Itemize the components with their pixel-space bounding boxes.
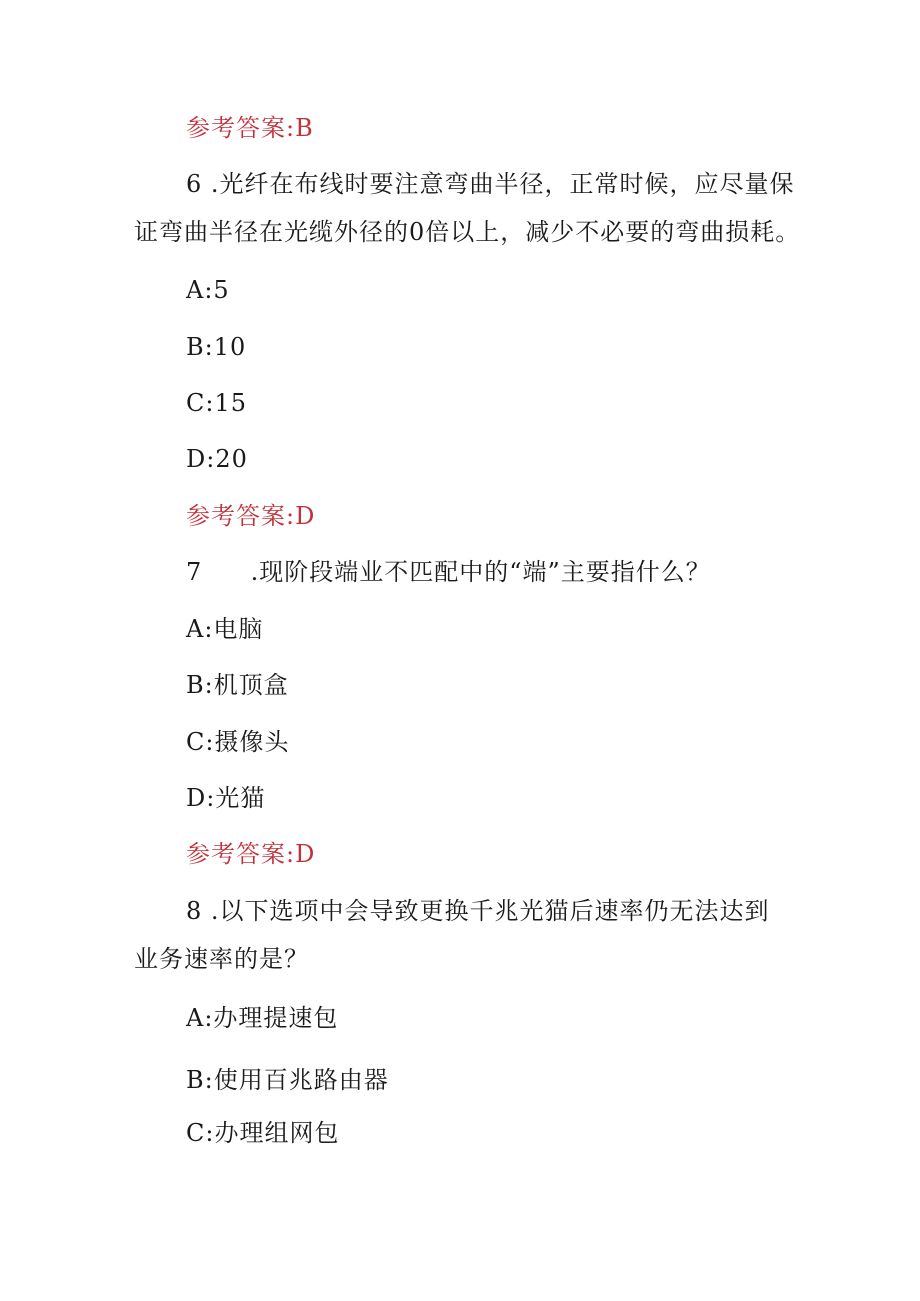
question-text: .现阶段端业不匹配中的“端”主要指什么？ bbox=[250, 558, 711, 586]
option-c: C:办理组网包 bbox=[186, 1119, 340, 1147]
option-a: A:办理提速包 bbox=[186, 1004, 339, 1032]
option-b: B:机顶盒 bbox=[186, 671, 289, 699]
option-b: B:使用百兆路由器 bbox=[186, 1066, 389, 1094]
option-b: B:10 bbox=[186, 333, 247, 361]
option-d: D:光猫 bbox=[186, 784, 266, 812]
answer-label: 参考答案:D bbox=[186, 840, 316, 868]
question-6-line-1 bbox=[186, 168, 795, 200]
question-text: .光纤在布线时要注意弯曲半径，正常时候，应尽量保 bbox=[210, 170, 795, 198]
option-d: D:20 bbox=[186, 445, 248, 473]
answer-label: 参考答案:D bbox=[186, 502, 316, 530]
question-7-line-1 bbox=[186, 556, 711, 588]
question-number: 8 bbox=[186, 897, 203, 925]
question-number: 6 bbox=[186, 170, 203, 198]
answer-label: 参考答案:B bbox=[186, 114, 314, 142]
question-6-line-2: 证弯曲半径在光缆外径的0倍以上，减少不必要的弯曲损耗。 bbox=[134, 218, 801, 246]
question-text: .以下选项中会导致更换千兆光猫后速率仍无法达到 bbox=[210, 897, 770, 925]
option-a: A:电脑 bbox=[186, 615, 264, 643]
question-8-line-2: 业务速率的是？ bbox=[134, 945, 309, 973]
option-c: C:摄像头 bbox=[186, 728, 290, 756]
question-8-line-1 bbox=[186, 895, 770, 927]
question-number: 7 bbox=[186, 558, 203, 586]
option-a: A:5 bbox=[186, 276, 230, 304]
option-c: C:15 bbox=[186, 389, 247, 417]
